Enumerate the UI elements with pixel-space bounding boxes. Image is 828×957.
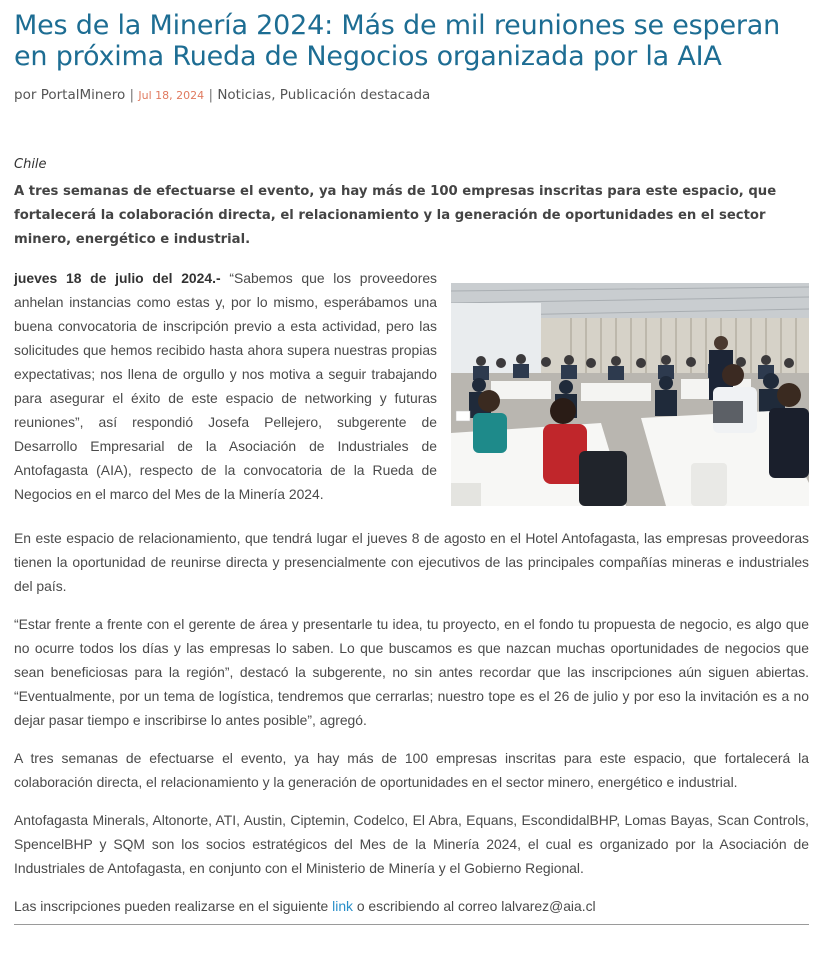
location-label: Chile bbox=[14, 157, 47, 172]
article-meta bbox=[14, 85, 809, 106]
paragraph-venue: En este espacio de relacionamiento, que tendrá lugar el jueves 8 de agosto en el Hotel Antofagasta, las empresas proveedoras tienen la oportunidad de reunirse directa y presencialmente con ejecutivos de las principales compañías mineras e industriales del país. bbox=[14, 530, 809, 594]
dateline: jueves 18 de julio del 2024.- bbox=[14, 270, 221, 286]
paragraph-partners: Antofagasta Minerals, Altonorte, ATI, Austin, Ciptemin, Codelco, El Abra, Equans, EscondidalBHP, Lomas Bayas, Scan Controls, SpencelBHP y SQM son los socios estratégicos del Mes de la Minería 2024, el cual es organizado por la Asociación de Industriales de Antofagasta, en conjunto con el Ministerio de Minería y el Gobierno Regional. bbox=[14, 812, 809, 876]
article bbox=[14, 10, 809, 925]
category-links[interactable]: Noticias, Publicación destacada bbox=[217, 87, 431, 103]
event-photo bbox=[451, 283, 809, 506]
paragraph-summary: A tres semanas de efectuarse el evento, ya hay más de 100 empresas inscritas para este espacio, que fortalecerá la colaboración directa, el relacionamiento y la generación de oportunidades en el sector minero, energético e industrial. bbox=[14, 750, 809, 790]
article-lead: A tres semanas de efectuarse el evento, ya hay más de 100 empresas inscritas para este espacio, que fortalecerá la colaboración directa, el relacionamiento y la generación de oportunidades en el sector minero, energético e industrial. bbox=[14, 184, 777, 247]
publish-date: Jul 18, 2024 bbox=[138, 89, 205, 102]
registration-text-before: Las inscripciones pueden realizarse en el siguiente bbox=[14, 898, 333, 914]
intro-section bbox=[14, 266, 809, 512]
registration-text-after: o escribiendo al correo lalvarez@aia.cl bbox=[352, 898, 596, 914]
paragraph-quote: “Estar frente a frente con el gerente de área y presentarle tu idea, tu proyecto, en el fondo tu propuesta de negocio, es algo que no ocurre todos los días y las empresas lo saben. Lo que buscamos es que nazcan muchas oportunidades de negocios que sean beneficiosas para la región”, destacó la subgerente, no sin antes recordar que las inscripciones aún siguen abiertas. “Eventualmente, por un tema de logística, tendremos que cerrarlas; nuestro tope es el 26 de julio y por eso la invitación es a no dejar pasar tiempo e inscribirse lo antes posible”, agregó. bbox=[14, 616, 809, 728]
meta-separator: | bbox=[129, 87, 135, 103]
event-photo-illustration bbox=[451, 283, 809, 506]
paragraph-registration bbox=[14, 894, 809, 918]
intro-paragraph bbox=[14, 266, 437, 506]
article-title: Mes de la Minería 2024: Más de mil reuniones se esperan en próxima Rueda de Negocios organizada por la AIA bbox=[14, 10, 781, 72]
author-prefix: por bbox=[14, 87, 37, 103]
registration-link[interactable]: link bbox=[332, 898, 353, 914]
author-link[interactable]: PortalMinero bbox=[40, 87, 126, 103]
meta-separator: | bbox=[208, 87, 214, 103]
intro-body: “Sabemos que los proveedores anhelan instancias como estas y, por lo mismo, esperábamos una buena convocatoria de inscripción previo a esta actividad, pero las solicitudes que hemos recibido hasta ahora supera nuestras propias expectativas; nos llena de orgullo y nos motiva a seguir trabajando para asegurar el éxito de este espacio de networking y futuras reuniones”, así respondió Josefa Pellejero, subgerente de Desarrollo Empresarial de la Asociación de Industriales de Antofagasta (AIA), respecto de la convocatoria de la Rueda de Negocios en el marco del Mes de la Minería 2024. bbox=[14, 270, 437, 502]
divider bbox=[14, 924, 809, 925]
